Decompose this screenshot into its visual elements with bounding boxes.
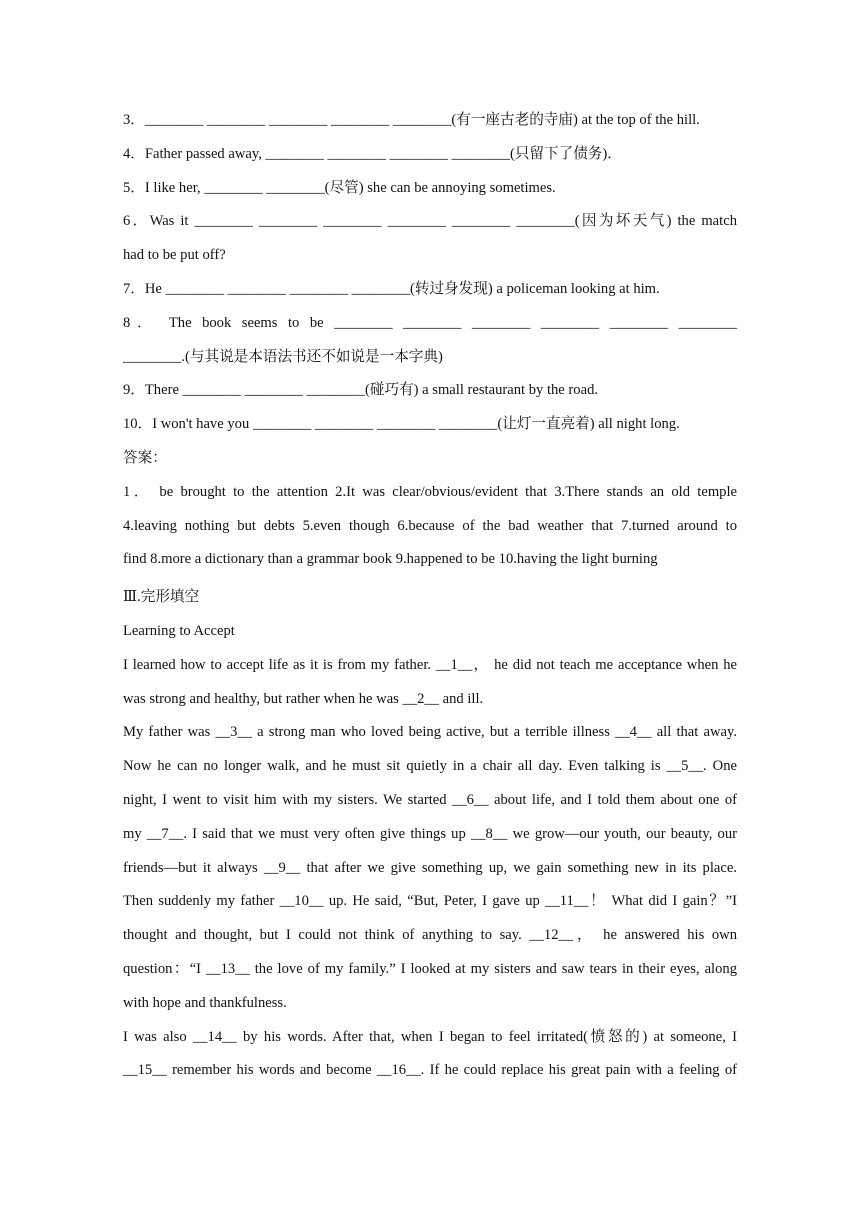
passage-line: Then suddenly my father __10__ up. He said, “But, Peter, I gave up __11__！ What did I gain？”I <box>123 893 737 910</box>
passage-line: thought and thought, but I could not think of anything to say. __12__， he answered his own <box>123 927 737 944</box>
passage-line: was strong and healthy, but rather when he was __2__ and ill. <box>123 690 484 707</box>
exercise-item-5: 5．I like her, ________ ________(尽管) she can be annoying sometimes. <box>123 179 556 196</box>
cloze-passage <box>123 649 737 1088</box>
answer-key <box>123 476 737 577</box>
passage-line: Now he can no longer walk, and he must sit quietly in a chair all day. Even talking is __5__. One <box>123 758 737 775</box>
passage-line: my __7__. I said that we must very often give things up __8__ we grow—our youth, our beauty, our <box>123 825 737 842</box>
answer-line: 1． be brought to the attention 2.It was clear/obvious/evident that 3.There stands an old temple <box>123 483 737 500</box>
exercise-item-6: 6．Was it ________ ________ ________ ________ ________ ________(因为坏天气) the match <box>123 213 737 230</box>
translation-exercises <box>123 104 737 442</box>
section-heading: Ⅲ.完形填空 <box>123 589 200 606</box>
passage-line: My father was __3__ a strong man who loved being active, but a terrible illness __4__ all that away. <box>123 724 737 741</box>
exercise-item-8: 8． The book seems to be ________ ________ ________ ________ ________ ________ <box>123 314 737 331</box>
document-page <box>123 104 737 1088</box>
passage-line: friends—but it always __9__ that after we give something up, we gain something new in its place. <box>123 859 737 876</box>
exercise-item-10: 10．I won't have you ________ ________ ________ ________(让灯一直亮着) all night long. <box>123 416 680 433</box>
exercise-item-7: 7．He ________ ________ ________ ________(转过身发现) a policeman looking at him. <box>123 280 660 297</box>
exercise-item-3: 3．________ ________ ________ ________ ________(有一座古老的寺庙) at the top of the hill. <box>123 112 700 128</box>
passage-line: night, I went to visit him with my sisters. We started __6__ about life, and I told them about one of <box>123 791 737 808</box>
passage-title: Learning to Accept <box>123 622 235 639</box>
exercise-item-9: 9．There ________ ________ ________(碰巧有) a small restaurant by the road. <box>123 382 599 399</box>
passage-line: I was also __14__ by his words. After that, when I began to feel irritated(愤怒的) at someone, I <box>123 1028 737 1045</box>
exercise-item-8-cont: ________.(与其说是本语法书还不如说是一本字典) <box>123 348 443 365</box>
passage-line: __15__ remember his words and become __16__. If he could replace his great pain with a feeling of <box>123 1062 737 1079</box>
exercise-item-4: 4．Father passed away, ________ ________ ________ ________(只留下了债务)． <box>123 145 622 162</box>
answer-line: find 8.more a dictionary than a grammar book 9.happened to be 10.having the light burning <box>123 551 658 568</box>
passage-line: I learned how to accept life as it is from my father. __1__， he did not teach me acceptance when he <box>123 656 737 673</box>
exercise-item-6-cont: had to be put off? <box>123 247 226 264</box>
answer-line: 4.leaving nothing but debts 5.even though 6.because of the bad weather that 7.turned around to <box>123 517 737 534</box>
passage-line: question：“I __13__ the love of my family.” I looked at my sisters and saw tears in their eyes, along <box>123 960 737 977</box>
passage-line: with hope and thankfulness. <box>123 994 287 1011</box>
answers-heading: 答案： <box>123 449 167 466</box>
